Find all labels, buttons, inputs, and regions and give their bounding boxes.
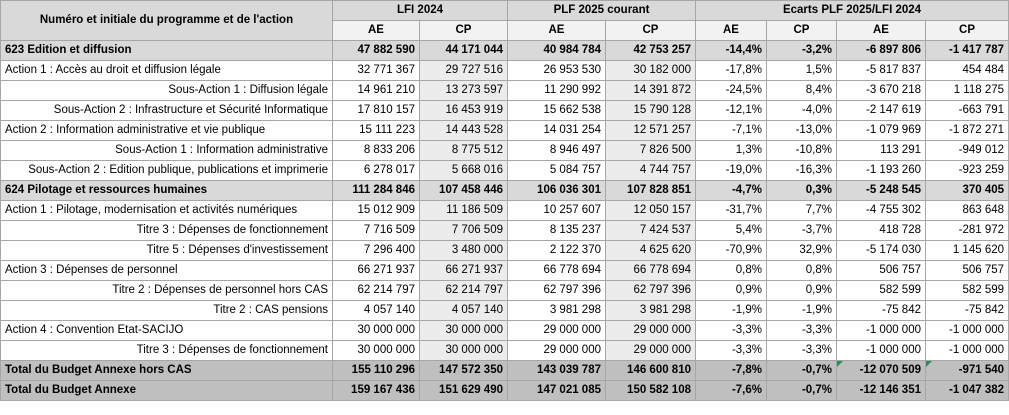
cell-ae: -1 079 969: [837, 121, 926, 141]
cell-ae: -7,1%: [696, 121, 767, 141]
cell-ae: 143 039 787: [508, 361, 606, 381]
row-label: Action 2 : Information administrative et vie publique: [1, 121, 333, 141]
cell-cp: 146 600 810: [606, 361, 696, 381]
row-label: Sous-Action 2 : Infrastructure et Sécurité Informatique: [1, 101, 333, 121]
cell-ae: 418 728: [837, 221, 926, 241]
cell-ae: -70,9%: [696, 241, 767, 261]
cell-ae: 159 167 436: [333, 381, 420, 401]
cell-cp: -3,2%: [767, 41, 837, 61]
cell-ae: 66 778 694: [508, 261, 606, 281]
row-label: Total du Budget Annexe hors CAS: [1, 361, 333, 381]
cell-ae: -12 146 351: [837, 381, 926, 401]
table-row-action: [1, 321, 1009, 341]
cell-ae: 14 031 254: [508, 121, 606, 141]
header-sub-ae: AE: [508, 21, 606, 41]
cell-ae: 3 981 298: [508, 301, 606, 321]
table-row-sub: [1, 141, 1009, 161]
cell-cp: 150 582 108: [606, 381, 696, 401]
cell-cp: 30 182 000: [606, 61, 696, 81]
cell-cp: -3,3%: [767, 341, 837, 361]
cell-cp: -1 000 000: [926, 341, 1009, 361]
cell-cp: -75 842: [926, 301, 1009, 321]
cell-ae: 4 057 140: [333, 301, 420, 321]
cell-cp: -0,7%: [767, 381, 837, 401]
cell-cp: 506 757: [926, 261, 1009, 281]
cell-ae: 111 284 846: [333, 181, 420, 201]
cell-cp: 1,5%: [767, 61, 837, 81]
cell-cp: 0,8%: [767, 261, 837, 281]
row-label: 624 Pilotage et ressources humaines: [1, 181, 333, 201]
cell-cp: 14 443 528: [420, 121, 508, 141]
cell-ae: 66 271 937: [333, 261, 420, 281]
header-sub-cp: CP: [606, 21, 696, 41]
row-label: Action 1 : Accès au droit et diffusion légale: [1, 61, 333, 81]
cell-cp: -1 000 000: [926, 321, 1009, 341]
cell-cp: 7 706 509: [420, 221, 508, 241]
header-group-ecarts: Ecarts PLF 2025/LFI 2024: [696, 1, 1009, 21]
cell-cp: 30 000 000: [420, 341, 508, 361]
cell-ae: -12,1%: [696, 101, 767, 121]
cell-cp: -1 047 382: [926, 381, 1009, 401]
cell-cp: 44 171 044: [420, 41, 508, 61]
cell-ae: 5,4%: [696, 221, 767, 241]
cell-ae: 26 953 530: [508, 61, 606, 81]
row-label: Titre 2 : CAS pensions: [1, 301, 333, 321]
row-label: Titre 2 : Dépenses de personnel hors CAS: [1, 281, 333, 301]
row-label: Sous-Action 1 : Information administrative: [1, 141, 333, 161]
cell-cp: -971 540: [926, 361, 1009, 381]
cell-cp: 7,7%: [767, 201, 837, 221]
cell-cp: 32,9%: [767, 241, 837, 261]
cell-ae: 15 012 909: [333, 201, 420, 221]
cell-ae: -3,3%: [696, 341, 767, 361]
cell-cp: 3 981 298: [606, 301, 696, 321]
cell-ae: -1 000 000: [837, 321, 926, 341]
table-row-sub: [1, 81, 1009, 101]
row-label: Sous-Action 2 : Edition publique, publications et imprimerie: [1, 161, 333, 181]
cell-ae: -5 817 837: [837, 61, 926, 81]
cell-cp: -949 012: [926, 141, 1009, 161]
cell-ae: 155 110 296: [333, 361, 420, 381]
cell-ae: 62 214 797: [333, 281, 420, 301]
cell-cp: -3,3%: [767, 321, 837, 341]
cell-cp: 42 753 257: [606, 41, 696, 61]
cell-cp: -1 872 271: [926, 121, 1009, 141]
table-row-program: [1, 181, 1009, 201]
table-row-action: [1, 121, 1009, 141]
cell-ae: -7,6%: [696, 381, 767, 401]
cell-cp: 7 826 500: [606, 141, 696, 161]
cell-ae: -6 897 806: [837, 41, 926, 61]
cell-ae: 8 135 237: [508, 221, 606, 241]
cell-cp: 107 828 851: [606, 181, 696, 201]
cell-cp: -281 972: [926, 221, 1009, 241]
header-sub-cp: CP: [926, 21, 1009, 41]
cell-cp: 16 453 919: [420, 101, 508, 121]
table-row-sub: [1, 161, 1009, 181]
cell-ae: 32 771 367: [333, 61, 420, 81]
row-label: Titre 3 : Dépenses de fonctionnement: [1, 341, 333, 361]
row-label: Titre 5 : Dépenses d'investissement: [1, 241, 333, 261]
cell-ae: -1,9%: [696, 301, 767, 321]
cell-ae: 17 810 157: [333, 101, 420, 121]
cell-cp: -16,3%: [767, 161, 837, 181]
cell-ae: 30 000 000: [333, 321, 420, 341]
table-row-sub: [1, 101, 1009, 121]
cell-ae: 1,3%: [696, 141, 767, 161]
cell-cp: 863 648: [926, 201, 1009, 221]
table-row-action: [1, 201, 1009, 221]
cell-cp: 66 778 694: [606, 261, 696, 281]
cell-ae: 6 278 017: [333, 161, 420, 181]
row-label: Action 1 : Pilotage, modernisation et activités numériques: [1, 201, 333, 221]
row-label: Action 3 : Dépenses de personnel: [1, 261, 333, 281]
cell-cp: -1,9%: [767, 301, 837, 321]
table-row-sub: [1, 221, 1009, 241]
cell-cp: 3 480 000: [420, 241, 508, 261]
cell-ae: -12 070 509: [837, 361, 926, 381]
cell-ae: 0,8%: [696, 261, 767, 281]
table-row-sub: [1, 301, 1009, 321]
cell-ae: 0,9%: [696, 281, 767, 301]
cell-ae: 11 290 992: [508, 81, 606, 101]
cell-ae: -1 193 260: [837, 161, 926, 181]
cell-ae: 29 000 000: [508, 341, 606, 361]
cell-cp: 8,4%: [767, 81, 837, 101]
cell-cp: -4,0%: [767, 101, 837, 121]
cell-ae: -19,0%: [696, 161, 767, 181]
row-label: Titre 3 : Dépenses de fonctionnement: [1, 221, 333, 241]
cell-cp: -10,8%: [767, 141, 837, 161]
cell-cp: -663 791: [926, 101, 1009, 121]
cell-cp: 0,9%: [767, 281, 837, 301]
cell-cp: 29 727 516: [420, 61, 508, 81]
table-row-action: [1, 261, 1009, 281]
cell-cp: 29 000 000: [606, 341, 696, 361]
cell-ae: 7 296 400: [333, 241, 420, 261]
table-row-sub: [1, 341, 1009, 361]
cell-cp: 151 629 490: [420, 381, 508, 401]
table-row-sub: [1, 241, 1009, 261]
cell-ae: 40 984 784: [508, 41, 606, 61]
cell-ae: 15 662 538: [508, 101, 606, 121]
header-sub-ae: AE: [696, 21, 767, 41]
table-row-sub: [1, 281, 1009, 301]
cell-ae: -3,3%: [696, 321, 767, 341]
cell-cp: 1 145 620: [926, 241, 1009, 261]
table-row-total: [1, 381, 1009, 401]
cell-cp: 107 458 446: [420, 181, 508, 201]
cell-ae: 30 000 000: [333, 341, 420, 361]
cell-ae: -75 842: [837, 301, 926, 321]
cell-ae: 14 961 210: [333, 81, 420, 101]
cell-ae: 15 111 223: [333, 121, 420, 141]
cell-ae: 113 291: [837, 141, 926, 161]
cell-cp: 8 775 512: [420, 141, 508, 161]
cell-cp: 5 668 016: [420, 161, 508, 181]
cell-ae: 29 000 000: [508, 321, 606, 341]
table-body: [1, 41, 1009, 401]
cell-ae: -5 174 030: [837, 241, 926, 261]
table-row-total: [1, 361, 1009, 381]
row-label: Sous-Action 1 : Diffusion légale: [1, 81, 333, 101]
cell-ae: 47 882 590: [333, 41, 420, 61]
cell-ae: 62 797 396: [508, 281, 606, 301]
cell-ae: 582 599: [837, 281, 926, 301]
cell-ae: -31,7%: [696, 201, 767, 221]
row-label: Total du Budget Annexe: [1, 381, 333, 401]
header-sub-ae: AE: [333, 21, 420, 41]
row-label: 623 Edition et diffusion: [1, 41, 333, 61]
header-sub-cp: CP: [420, 21, 508, 41]
header-group-plf-2025: PLF 2025 courant: [508, 1, 696, 21]
cell-ae: -24,5%: [696, 81, 767, 101]
cell-ae: 8 946 497: [508, 141, 606, 161]
cell-ae: 506 757: [837, 261, 926, 281]
cell-ae: -3 670 218: [837, 81, 926, 101]
cell-ae: 106 036 301: [508, 181, 606, 201]
cell-cp: 15 790 128: [606, 101, 696, 121]
cell-ae: -1 000 000: [837, 341, 926, 361]
cell-cp: 62 214 797: [420, 281, 508, 301]
cell-cp: 147 572 350: [420, 361, 508, 381]
cell-ae: -4,7%: [696, 181, 767, 201]
cell-cp: 582 599: [926, 281, 1009, 301]
cell-cp: 62 797 396: [606, 281, 696, 301]
cell-ae: 7 716 509: [333, 221, 420, 241]
row-label: Action 4 : Convention Etat-SACIJO: [1, 321, 333, 341]
cell-cp: 4 057 140: [420, 301, 508, 321]
cell-cp: 66 271 937: [420, 261, 508, 281]
cell-ae: 5 084 757: [508, 161, 606, 181]
cell-cp: -1 417 787: [926, 41, 1009, 61]
cell-cp: 370 405: [926, 181, 1009, 201]
cell-ae: 8 833 206: [333, 141, 420, 161]
cell-cp: 4 625 620: [606, 241, 696, 261]
cell-ae: -5 248 545: [837, 181, 926, 201]
cell-ae: -14,4%: [696, 41, 767, 61]
cell-cp: -3,7%: [767, 221, 837, 241]
cell-ae: -4 755 302: [837, 201, 926, 221]
cell-cp: -0,7%: [767, 361, 837, 381]
cell-ae: 2 122 370: [508, 241, 606, 261]
cell-cp: 14 391 872: [606, 81, 696, 101]
cell-cp: 30 000 000: [420, 321, 508, 341]
header-corner: Numéro et initiale du programme et de l'action: [1, 1, 333, 41]
cell-ae: -7,8%: [696, 361, 767, 381]
header-group-lfi-2024: LFI 2024: [333, 1, 508, 21]
cell-cp: 0,3%: [767, 181, 837, 201]
cell-cp: 13 273 597: [420, 81, 508, 101]
header-sub-cp: CP: [767, 21, 837, 41]
table-row-program: [1, 41, 1009, 61]
cell-cp: 12 050 157: [606, 201, 696, 221]
cell-ae: -17,8%: [696, 61, 767, 81]
cell-ae: -2 147 619: [837, 101, 926, 121]
cell-cp: 29 000 000: [606, 321, 696, 341]
cell-ae: 147 021 085: [508, 381, 606, 401]
cell-cp: 12 571 257: [606, 121, 696, 141]
cell-cp: -13,0%: [767, 121, 837, 141]
table-row-action: [1, 61, 1009, 81]
cell-cp: 4 744 757: [606, 161, 696, 181]
table-header: [1, 1, 1009, 41]
cell-cp: 454 484: [926, 61, 1009, 81]
cell-ae: 10 257 607: [508, 201, 606, 221]
header-sub-ae: AE: [837, 21, 926, 41]
cell-cp: 1 118 275: [926, 81, 1009, 101]
cell-cp: 11 186 509: [420, 201, 508, 221]
cell-cp: 7 424 537: [606, 221, 696, 241]
cell-cp: -923 259: [926, 161, 1009, 181]
